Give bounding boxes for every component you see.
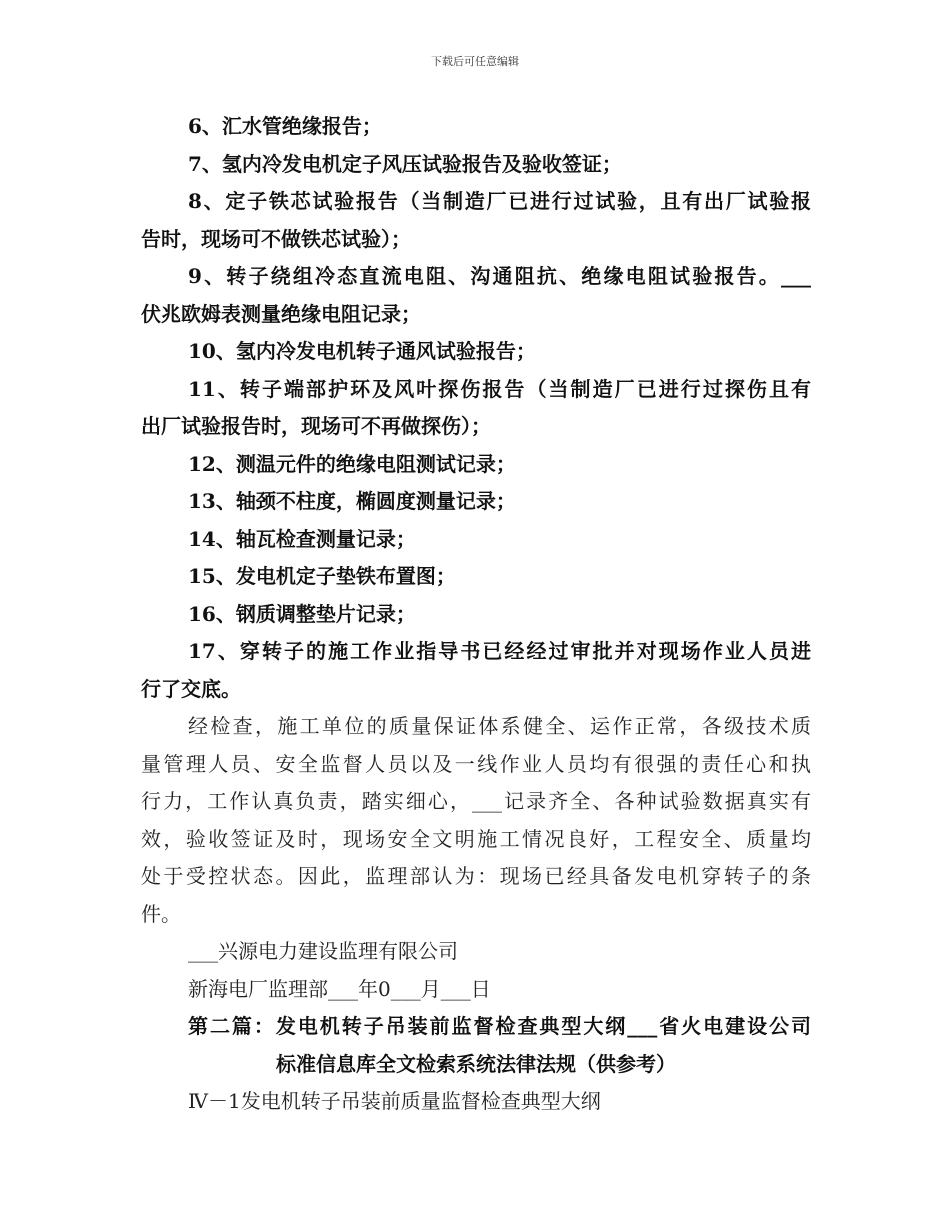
part2-subtitle: Ⅳ－1发电机转子吊装前质量监督检查典型大纲 <box>188 1089 601 1113</box>
conclusion-line-5: 处于受控状态。因此，监理部认为：现场已经具备发电机穿转子的条 <box>141 864 811 888</box>
signature-company: ___兴源电力建设监理有限公司 <box>188 939 458 963</box>
list-item-14: 14、轴瓦检查测量记录； <box>188 526 416 551</box>
conclusion-line-6: 件。 <box>141 901 181 926</box>
list-item-11-line1: 11、转子端部护环及风叶探伤报告（当制造厂已进行过探伤且有 <box>188 376 811 401</box>
page-header-note: 下载后可任意编辑 <box>431 55 519 68</box>
list-item-8-line1: 8、定子铁芯试验报告（当制造厂已进行过试验，且有出厂试验报 <box>188 189 811 213</box>
list-item-10: 10、氢内冷发电机转子通风试验报告； <box>188 339 536 363</box>
list-item-17-line1: 17、穿转子的施工作业指导书已经经过审批并对现场作业人员进 <box>188 639 811 663</box>
conclusion-line-3: 行力，工作认真负责，踏实细心，___记录齐全、各种试验数据真实有 <box>141 789 811 813</box>
signature-dept-date: 新海电厂监理部___年0___月___日 <box>188 976 491 1001</box>
list-item-8-line2: 告时，现场可不做铁芯试验）； <box>141 226 411 251</box>
list-item-9-line1: 9、转子绕组冷态直流电阻、沟通阻抗、绝缘电阻试验报告。___ <box>188 264 811 288</box>
part2-title-line1: 第二篇：发电机转子吊装前监督检查典型大纲___省火电建设公司 <box>188 1014 811 1038</box>
list-item-15: 15、发电机定子垫铁布置图； <box>188 564 456 588</box>
list-item-9-line2: 伏兆欧姆表测量绝缘电阻记录； <box>141 301 421 326</box>
list-item-11-line2: 出厂试验报告时，现场可不再做探伤）； <box>141 414 491 438</box>
list-item-16: 16、钢质调整垫片记录； <box>188 601 416 626</box>
list-item-17-line2: 行了交底。 <box>141 676 241 701</box>
conclusion-line-4: 效，验收签证及时，现场安全文明施工情况良好，工程安全、质量均 <box>141 826 811 851</box>
conclusion-line-1: 经检查，施工单位的质量保证体系健全、运作正常，各级技术质 <box>188 714 811 738</box>
document-body <box>141 108 811 1121</box>
list-item-6: 6、汇水管绝缘报告； <box>188 114 382 138</box>
list-item-13: 13、轴颈不柱度，椭圆度测量记录； <box>188 489 516 513</box>
conclusion-line-2: 量管理人员、安全监督人员以及一线作业人员均有很强的责任心和执 <box>141 751 811 776</box>
list-item-7: 7、氢内冷发电机定子风压试验报告及验收签证； <box>188 151 622 176</box>
list-item-12: 12、测温元件的绝缘电阻测试记录； <box>188 451 516 476</box>
part2-title-line2: 标准信息库全文检索系统法律法规（供参考） <box>276 1051 676 1076</box>
